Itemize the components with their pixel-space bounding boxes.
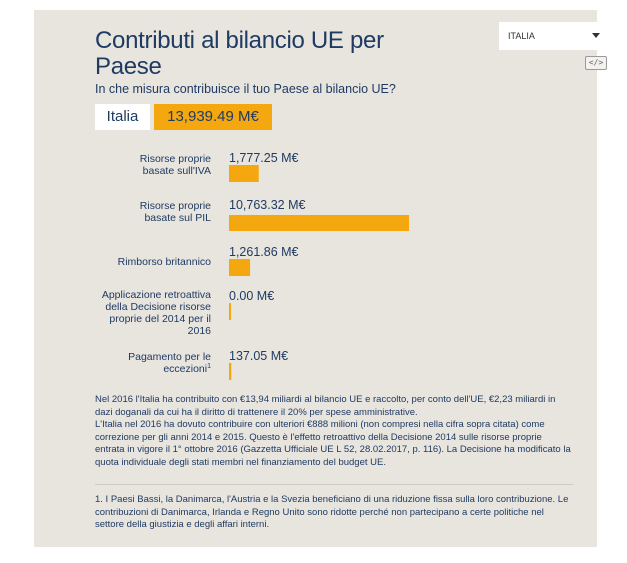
divider: [95, 484, 573, 485]
category-label: Risorse proprie basate sull'IVA: [139, 153, 211, 177]
value-label: 1,777.25 M€: [229, 151, 299, 165]
value-label: 137.05 M€: [229, 349, 289, 363]
bar: [229, 215, 409, 231]
category-label: Rimborso britannico: [117, 256, 211, 268]
selected-country-name: Italia: [95, 104, 150, 130]
value-label: 10,763.32 M€: [229, 198, 306, 212]
page-subtitle: In che misura contribuisce il tuo Paese al bilancio UE?: [95, 82, 396, 96]
page-title: Contributi al bilancio UE per Paese: [95, 27, 384, 80]
note-paragraph-2: L'Italia nel 2016 ha dovuto contribuire con ulteriori €888 milioni (non compresi nella cifra sopra citata) come correzione per gli anni 2014 e 2015. Questo è l'effetto retroattivo della Decisione 2014 sulle risorse proprie entrata in vigore il 1° ottobre 2016 (Gazzetta Ufficiale UE L 52, 28.02.2017, p. 116). La Decisione ha modificato la quota individuale degli stati membri nel finanziamento del budget UE.: [95, 419, 571, 468]
code-embed-icon[interactable]: </>: [585, 56, 607, 70]
bar: [229, 363, 231, 380]
bar: [229, 259, 250, 276]
value-label: 0.00 M€: [229, 289, 275, 303]
category-label: Pagamento per le eccezioni$^1$: [128, 351, 211, 375]
footnote: 1. I Paesi Bassi, la Danimarca, l'Austria e la Svezia beneficiano di una riduzione fissa sulla loro contribuzione. Le contribuzioni di Danimarca, Irlanda e Regno Unito sono ridotte perché non partecipano a certe politiche nel settore della giustizia e degli affari interni.: [95, 494, 569, 530]
country-select-value: ITALIA: [508, 31, 535, 41]
category-label: Applicazione retroattiva della Decisione risorse proprie del 2014 per il 2016: [101, 289, 211, 337]
bar: [229, 303, 231, 320]
bar: [229, 165, 259, 182]
country-total-contribution: 13,939.49 M€: [154, 104, 272, 130]
category-label: Risorse proprie basate sul PIL: [139, 200, 211, 224]
value-label: 1,261.86 M€: [229, 245, 299, 259]
note-paragraph-1: Nel 2016 l'Italia ha contribuito con €13,94 miliardi al bilancio UE e raccolto, per conto dell'UE, €2,23 miliardi in dazi doganali da cui ha il diritto di trattenere il 20% per spese amministrative.: [95, 394, 556, 418]
explanatory-note: [95, 394, 573, 469]
